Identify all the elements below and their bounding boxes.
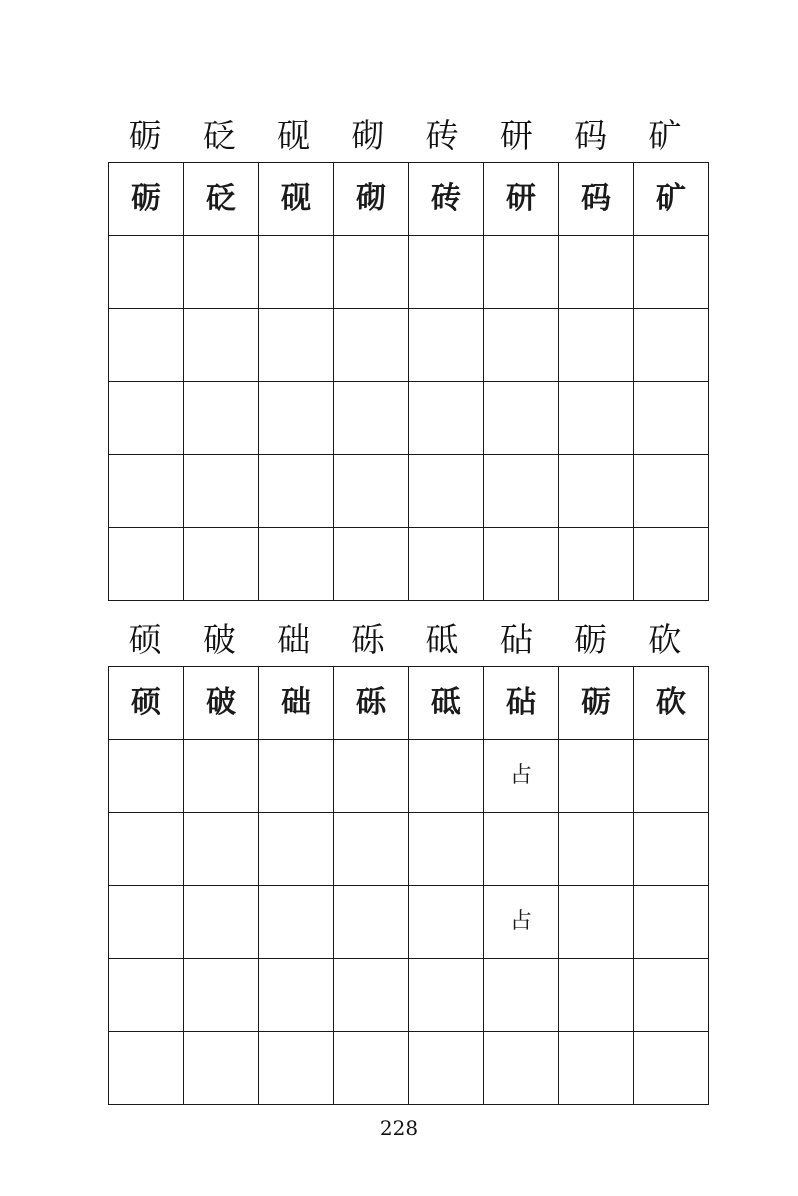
seal-script-glyph: 硕	[131, 685, 161, 720]
table-cell	[184, 667, 259, 740]
seal-script-glyph: 砌	[356, 181, 386, 216]
table-cell	[109, 813, 184, 886]
table-cell	[259, 236, 334, 309]
table-cell	[184, 455, 259, 528]
table-cell	[484, 667, 559, 740]
seal-script-glyph: 砖	[431, 181, 461, 216]
table-cell	[484, 813, 559, 886]
table-cell	[259, 1032, 334, 1105]
table-cell	[334, 667, 409, 740]
table-row	[109, 309, 709, 382]
table-cell	[409, 528, 484, 601]
table-cell	[409, 455, 484, 528]
table-cell	[334, 740, 409, 813]
table-cell	[259, 309, 334, 382]
table-cell	[409, 740, 484, 813]
seal-script-glyph: 占	[509, 763, 532, 788]
table-cell	[559, 1032, 634, 1105]
header-char: 矿	[648, 116, 682, 155]
table-cell	[484, 528, 559, 601]
table-cell	[634, 740, 709, 813]
table-cell	[559, 236, 634, 309]
table-cell	[634, 528, 709, 601]
table-cell	[334, 163, 409, 236]
seal-script-glyph: 砧	[506, 685, 536, 720]
table-cell	[334, 382, 409, 455]
table-cell	[409, 886, 484, 959]
table-cell	[109, 455, 184, 528]
table-cell	[559, 455, 634, 528]
table-cell	[259, 163, 334, 236]
table-cell	[109, 959, 184, 1032]
table-cell	[409, 163, 484, 236]
table-2-body	[109, 667, 709, 1105]
table-cell	[484, 959, 559, 1032]
header-char: 破	[202, 620, 236, 659]
table-cell	[259, 959, 334, 1032]
header-char: 砧	[499, 620, 533, 659]
table-cell	[559, 309, 634, 382]
table-cell	[184, 382, 259, 455]
table-cell	[184, 959, 259, 1032]
table-cell	[409, 1032, 484, 1105]
table-cell	[484, 309, 559, 382]
table-cell	[184, 886, 259, 959]
table-cell	[109, 309, 184, 382]
table-cell	[409, 959, 484, 1032]
table-cell	[109, 886, 184, 959]
table-cell	[634, 1032, 709, 1105]
table-cell	[259, 382, 334, 455]
seal-script-glyph: 砾	[356, 685, 386, 720]
table-1-body	[109, 163, 709, 601]
table-cell	[184, 236, 259, 309]
header-char: 砺	[574, 620, 608, 659]
table-1-header	[108, 116, 702, 156]
table-cell	[184, 740, 259, 813]
header-char: 砭	[202, 116, 236, 155]
table-row	[109, 1032, 709, 1105]
table-cell	[334, 455, 409, 528]
table-cell	[259, 455, 334, 528]
table-cell	[634, 959, 709, 1032]
table-1-grid	[108, 162, 709, 601]
table-cell	[484, 382, 559, 455]
table-cell	[409, 813, 484, 886]
table-cell	[559, 163, 634, 236]
table-cell	[259, 528, 334, 601]
table-cell	[634, 886, 709, 959]
table-cell	[334, 1032, 409, 1105]
seal-script-glyph: 砍	[656, 685, 686, 720]
table-cell	[559, 886, 634, 959]
header-char: 砚	[277, 116, 311, 155]
table-cell	[409, 667, 484, 740]
table-cell	[484, 1032, 559, 1105]
table-cell	[484, 886, 559, 959]
table-cell	[559, 382, 634, 455]
table-2-grid	[108, 666, 709, 1105]
page-number: 228	[379, 1116, 419, 1140]
table-cell	[484, 455, 559, 528]
seal-script-glyph: 础	[281, 685, 311, 720]
header-char: 砖	[425, 116, 459, 155]
table-cell	[109, 740, 184, 813]
table-cell	[559, 528, 634, 601]
table-cell	[634, 382, 709, 455]
table-cell	[109, 236, 184, 309]
table-cell	[484, 236, 559, 309]
table-cell	[634, 309, 709, 382]
table-cell	[634, 163, 709, 236]
table-cell	[409, 236, 484, 309]
table-row	[109, 528, 709, 601]
table-row	[109, 236, 709, 309]
table-cell	[409, 309, 484, 382]
table-row	[109, 667, 709, 740]
seal-script-glyph: 占	[509, 909, 532, 934]
table-cell	[484, 740, 559, 813]
table-cell	[559, 959, 634, 1032]
header-char: 硕	[128, 620, 162, 659]
header-char: 砥	[425, 620, 459, 659]
seal-script-glyph: 砺	[581, 685, 611, 720]
table-cell	[559, 813, 634, 886]
header-char: 砺	[128, 116, 162, 155]
table-cell	[184, 1032, 259, 1105]
table-cell	[334, 236, 409, 309]
table-row	[109, 886, 709, 959]
seal-script-glyph: 砭	[206, 181, 236, 216]
header-char: 砌	[351, 116, 385, 155]
table-cell	[259, 667, 334, 740]
table-cell	[634, 455, 709, 528]
seal-script-glyph: 矿	[656, 181, 686, 216]
table-row	[109, 163, 709, 236]
table-2-header	[108, 620, 702, 660]
table-row	[109, 455, 709, 528]
table-cell	[184, 528, 259, 601]
table-cell	[109, 382, 184, 455]
table-cell	[484, 163, 559, 236]
header-char: 研	[499, 116, 533, 155]
table-cell	[184, 813, 259, 886]
header-char: 础	[277, 620, 311, 659]
table-cell	[559, 667, 634, 740]
seal-script-glyph: 研	[506, 181, 536, 216]
table-cell	[634, 813, 709, 886]
table-row	[109, 740, 709, 813]
table-cell	[109, 528, 184, 601]
table-cell	[559, 740, 634, 813]
table-cell	[634, 667, 709, 740]
table-cell	[109, 667, 184, 740]
header-char: 码	[574, 116, 608, 155]
table-cell	[184, 309, 259, 382]
table-cell	[634, 236, 709, 309]
table-cell	[259, 813, 334, 886]
table-cell	[334, 309, 409, 382]
table-cell	[109, 163, 184, 236]
header-char: 砾	[351, 620, 385, 659]
seal-script-glyph: 砺	[131, 181, 161, 216]
table-cell	[109, 1032, 184, 1105]
seal-script-glyph: 码	[581, 181, 611, 216]
table-cell	[184, 163, 259, 236]
table-cell	[259, 886, 334, 959]
table-row	[109, 382, 709, 455]
table-cell	[334, 813, 409, 886]
seal-script-glyph: 破	[206, 685, 236, 720]
seal-script-glyph: 砥	[431, 685, 461, 720]
table-row	[109, 959, 709, 1032]
table-cell	[259, 740, 334, 813]
seal-script-glyph: 砚	[281, 181, 311, 216]
table-cell	[334, 528, 409, 601]
table-cell	[334, 959, 409, 1032]
table-row	[109, 813, 709, 886]
table-cell	[334, 886, 409, 959]
table-cell	[409, 382, 484, 455]
header-char: 砍	[648, 620, 682, 659]
